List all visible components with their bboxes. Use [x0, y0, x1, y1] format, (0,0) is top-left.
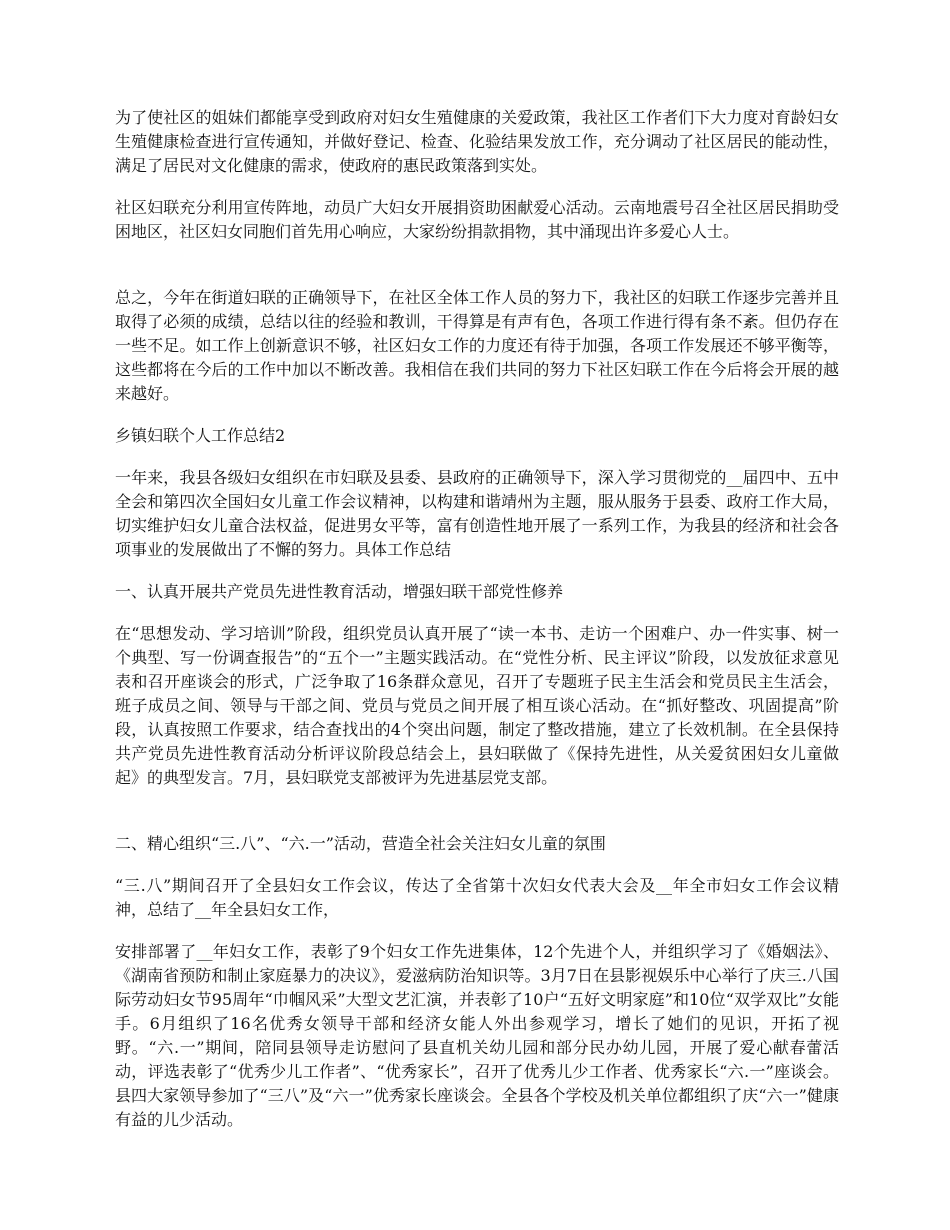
- paragraph-maternal-health: 为了使社区的姐妹们都能享受到政府对妇女生殖健康的关爱政策，我社区工作者们下大力度对育龄妇女生殖健康检查进行宣传通知，并做好登记、检查、化验结果发放工作，充分调动了社区居民的能动性，满足了居民对文化健康的需求，使政府的惠民政策落到实处。: [115, 108, 839, 175]
- section-title-report-2: 乡镇妇联个人工作总结2: [115, 426, 286, 445]
- paragraph-party-education: 在“思想发动、学习培训”阶段，组织党员认真开展了“读一本书、走访一个困难户、办一件实事、树一个典型、写一份调查报告”的“五个一”主题实践活动。在“党性分析、民主评议”阶段，以发放征求意见表和召开座谈会的形式，广泛争取了16条群众意见，召开了专题班子民主生活会和党员民主生活会，班子成员之间、领导与干部之间、党员与党员之间开展了相互谈心活动。在“抓好整改、巩固提高”阶段，认真按照工作要求，结合查找出的4个突出问题，制定了整改措施，建立了长效机制。在全县保持共产党员先进性教育活动分析评议阶段总结会上，县妇联做了《保持先进性，从关爱贫困妇女儿童做起》的典型发言。7月，县妇联党支部被评为先进基层党支部。: [115, 624, 839, 787]
- paragraph-donation-activity: 社区妇联充分利用宣传阵地，动员广大妇女开展捐资助困献爱心活动。云南地震号召全社区居民捐助受困地区，社区妇女同胞们首先用心响应，大家纷纷捐款捐物，其中涌现出许多爱心人士。: [115, 198, 839, 241]
- heading-section-one: 一、认真开展共产党员先进性教育活动，增强妇联干部党性修养: [115, 582, 564, 601]
- paragraph-womens-day-meeting: “三.八”期间召开了全县妇女工作会议，传达了全省第十次妇女代表大会及__年全市妇女工作会议精神，总结了__年全县妇女工作，: [115, 876, 839, 919]
- heading-section-two: 二、精心组织“三.八”、“六.一”活动，营造全社会关注妇女儿童的氛围: [115, 834, 606, 853]
- paragraph-year-overview: 一年来，我县各级妇女组织在市妇联及县委、县政府的正确领导下，深入学习贯彻党的__届四中、五中全会和第四次全国妇女儿童工作会议精神，以构建和谐靖州为主题，服从服务于县委、政府工作大局，切实维护妇女儿童合法权益，促进男女平等，富有创造性地开展了一系列工作，为我县的经济和社会各项事业的发展做出了不懈的努力。具体工作总结: [115, 468, 839, 559]
- document-page: [115, 106, 839, 1150]
- paragraph-summary: 总之，今年在街道妇联的正确领导下，在社区全体工作人员的努力下，我社区的妇联工作逐步完善并且取得了必须的成绩，总结以往的经验和教训，干得算是有声有色，各项工作进行得有条不紊。但仍存在一些不足。如工作上创新意识不够，社区妇女工作的力度还有待于加强，各项工作发展还不够平衡等，这些都将在今后的工作中加以不断改善。我相信在我们共同的努力下社区妇联工作在今后将会开展的越来越好。: [115, 288, 839, 403]
- paragraph-activities-detail: 安排部署了__年妇女工作，表彰了9个妇女工作先进集体，12个先进个人，并组织学习了《婚姻法》、《湖南省预防和制止家庭暴力的决议》，爱滋病防治知识等。3月7日在县影视娱乐中心举行了庆三.八国际劳动妇女节95周年“巾帼风采”大型文艺汇演，并表彰了10户“五好文明家庭”和10位“双学双比”女能手。6月组织了16名优秀女领导干部和经济女能人外出参观学习，增长了她们的见识，开拓了视野。“六.一”期间，陪同县领导走访慰问了县直机关幼儿园和部分民办幼儿园，开展了爱心献春蕾活动，评选表彰了“优秀少儿工作者”、“优秀家长”，召开了优秀儿少工作者、优秀家长“六.一”座谈会。县四大家领导参加了“三八”及“六一”优秀家长座谈会。全县各个学校及机关单位都组织了庆“六一”健康有益的儿少活动。: [115, 942, 839, 1129]
